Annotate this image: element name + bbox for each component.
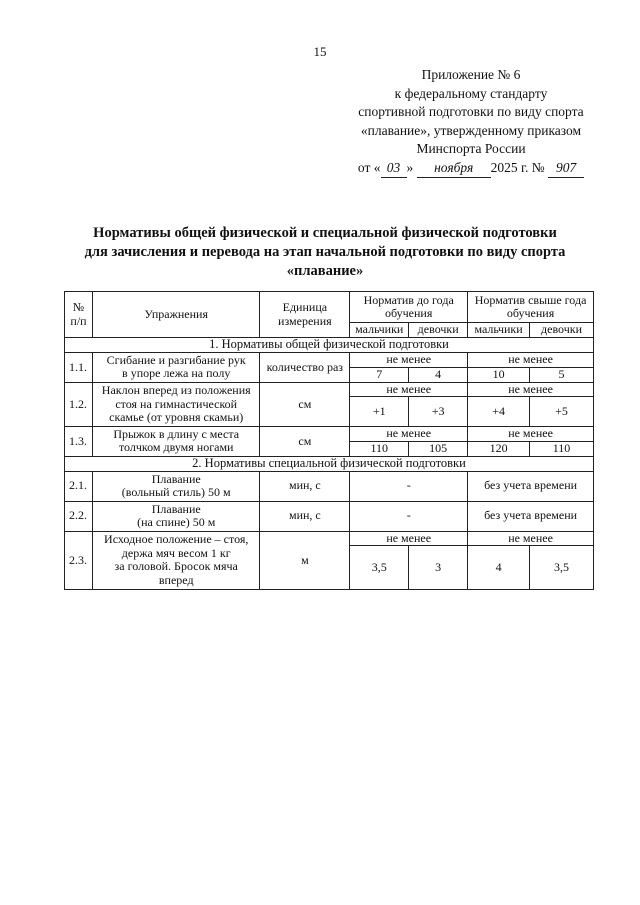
row-unit: количество раз <box>260 353 350 383</box>
value-cell: без учета времени <box>468 471 594 501</box>
value-cell: 3,5 <box>350 546 409 590</box>
row-exercise: Прыжок в длину с места толчком двумя ногами <box>92 427 259 457</box>
value-cell: 7 <box>350 368 409 383</box>
row-unit: мин, с <box>260 471 350 501</box>
header-group-1: Норматив до года обучения <box>350 292 468 323</box>
row-condition-2: не менее <box>468 427 594 442</box>
appendix-line-4: «плавание», утвержденному приказом <box>360 122 582 138</box>
appendix-line-5: Минспорта России <box>416 141 526 156</box>
appendix-line-2: к федеральному стандарту <box>394 85 548 101</box>
date-prefix: от « <box>357 159 381 175</box>
value-cell: 5 <box>530 368 594 383</box>
header-num: № п/п <box>65 292 93 338</box>
appendix-line-1: Приложение № 6 <box>421 67 521 82</box>
row-num: 2.1. <box>65 471 93 501</box>
row-condition-1: не менее <box>350 531 468 546</box>
value-cell: - <box>350 471 468 501</box>
header-girls-2: девочки <box>530 323 594 338</box>
row-condition-1: не менее <box>350 427 468 442</box>
row-condition-1: не менее <box>350 382 468 397</box>
row-unit: м <box>260 531 350 590</box>
value-cell: 3 <box>409 546 468 590</box>
header-boys-2: мальчики <box>468 323 530 338</box>
title-line-2: для зачисления и перевода на этап начальной подготовки по виду спорта <box>84 244 566 260</box>
title-line-3: «плавание» <box>286 263 364 279</box>
section-1-heading: 1. Нормативы общей физической подготовки <box>65 338 594 353</box>
row-condition-2: не менее <box>468 353 594 368</box>
standards-table <box>64 291 594 590</box>
order-number: 907 <box>548 159 584 179</box>
appendix-block <box>336 66 606 178</box>
header-unit: Единица измерения <box>260 292 350 338</box>
value-cell: 120 <box>468 442 530 457</box>
section-2-heading: 2. Нормативы специальной физической подготовки <box>65 456 594 471</box>
value-cell: 110 <box>350 442 409 457</box>
row-exercise: Сгибание и разгибание рук в упоре лежа на полу <box>92 353 259 383</box>
row-num: 1.2. <box>65 382 93 427</box>
header-boys-1: мальчики <box>350 323 409 338</box>
value-cell: 4 <box>409 368 468 383</box>
row-exercise: Плавание (на спине) 50 м <box>92 501 259 531</box>
row-condition-2: не менее <box>468 382 594 397</box>
value-cell: +3 <box>409 397 468 427</box>
value-cell: 3,5 <box>530 546 594 590</box>
row-condition-2: не менее <box>468 531 594 546</box>
row-exercise: Плавание (вольный стиль) 50 м <box>92 471 259 501</box>
value-cell: 105 <box>409 442 468 457</box>
date-year: 2025 г. № <box>490 159 545 175</box>
value-cell: +5 <box>530 397 594 427</box>
value-cell: 10 <box>468 368 530 383</box>
value-cell: +1 <box>350 397 409 427</box>
value-cell: - <box>350 501 468 531</box>
value-cell: 110 <box>530 442 594 457</box>
appendix-line-3: спортивной подготовки по виду спорта <box>358 104 584 119</box>
row-unit: мин, с <box>260 501 350 531</box>
row-num: 2.3. <box>65 531 93 590</box>
row-num: 2.2. <box>65 501 93 531</box>
date-mid: » <box>406 159 414 175</box>
value-cell: 4 <box>468 546 530 590</box>
row-exercise: Исходное положение – стоя, держа мяч весом 1 кг за головой. Бросок мяча вперед <box>92 531 259 590</box>
page-number: 15 <box>313 44 327 59</box>
row-exercise: Наклон вперед из положения стоя на гимнастической скамье (от уровня скамьи) <box>92 382 259 427</box>
row-condition-1: не менее <box>350 353 468 368</box>
row-num: 1.3. <box>65 427 93 457</box>
date-day: 03 <box>381 159 407 179</box>
appendix-date-line <box>336 159 606 179</box>
header-exercise: Упражнения <box>92 292 259 338</box>
header-girls-1: девочки <box>409 323 468 338</box>
row-unit: см <box>260 382 350 427</box>
value-cell: +4 <box>468 397 530 427</box>
row-num: 1.1. <box>65 353 93 383</box>
date-month: ноября <box>417 159 491 179</box>
title-line-1: Нормативы общей физической и специальной физической подготовки <box>93 225 557 241</box>
header-group-2: Норматив свыше года обучения <box>468 292 594 323</box>
value-cell: без учета времени <box>468 501 594 531</box>
document-title <box>40 224 610 281</box>
row-unit: см <box>260 427 350 457</box>
